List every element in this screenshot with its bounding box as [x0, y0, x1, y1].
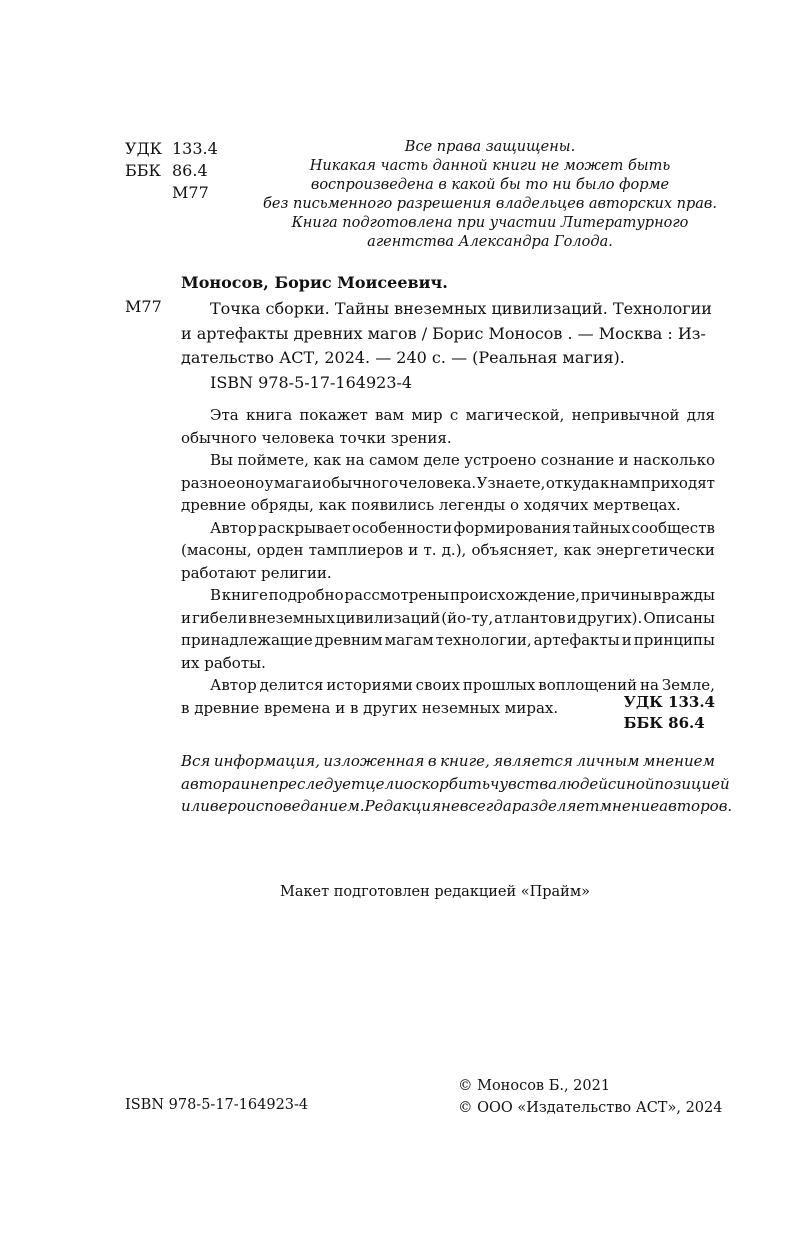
word: всегда: [459, 797, 512, 815]
word: с: [607, 774, 617, 793]
word: как: [563, 541, 592, 559]
word: тамплиеров: [308, 541, 404, 559]
word: (йо-ту,: [441, 608, 494, 627]
rights-line: Никакая часть данной книги не может быть: [309, 158, 671, 174]
word: откуда: [545, 473, 600, 492]
word: принципы: [633, 631, 715, 649]
word: поймете,: [237, 451, 309, 469]
word: цивилизаций: [335, 608, 441, 627]
word: В: [210, 586, 222, 604]
word: и: [618, 451, 629, 469]
word: Эта: [210, 406, 239, 424]
word: Вся: [181, 752, 211, 770]
word: вражды: [653, 586, 715, 604]
word: других).: [577, 608, 643, 627]
word: изложенная: [323, 752, 425, 770]
word: с: [449, 406, 459, 424]
word: мага: [273, 473, 312, 492]
classification-right: [624, 692, 715, 734]
word: (масоны,: [181, 541, 252, 559]
annotation-line: [181, 539, 715, 562]
annotation-line: [181, 517, 715, 540]
word: или: [181, 797, 210, 815]
word: обычного: [322, 473, 398, 492]
word: рассмотрены: [344, 586, 450, 604]
biblio-line: Точка сборки. Тайны внеземных цивилизаций. Технологии: [210, 299, 712, 318]
word: формирования: [453, 518, 572, 537]
annotation: [181, 404, 715, 719]
rights-line: воспроизведена в какой бы то ни было форме: [310, 177, 670, 193]
word: приходят: [640, 473, 715, 492]
word: историями: [326, 676, 413, 694]
annotation-line: [181, 472, 715, 495]
word: Автор: [210, 518, 257, 537]
disclaimer: [181, 750, 733, 818]
word: Редакция: [364, 797, 441, 815]
word: и: [566, 608, 577, 627]
author-mark: М77: [172, 183, 209, 202]
udk-value: 133.4: [172, 139, 218, 158]
annotation-line: обычного человека точки зрения.: [181, 428, 452, 447]
word: является: [493, 752, 573, 770]
word: магической,: [465, 406, 565, 424]
word: раскрывает: [258, 518, 351, 537]
annotation-line: древние обряды, как появились легенды о ходячих мертвецах.: [181, 496, 681, 514]
disclaimer-line: [181, 750, 715, 773]
word: мнением: [642, 752, 715, 770]
word: книга: [245, 406, 293, 424]
word: принадлежащие: [181, 631, 313, 649]
word: разное: [181, 473, 236, 492]
classification-codes: [125, 138, 218, 204]
word: чувства: [490, 774, 558, 793]
annotation-line: [181, 629, 715, 652]
udk-label: УДК: [125, 139, 162, 158]
word: Вы: [210, 451, 233, 469]
bbk-label: ББК: [125, 161, 161, 180]
word: прошлых: [462, 676, 536, 694]
word: разделяет: [511, 797, 600, 815]
word: т.: [423, 541, 437, 559]
rights-line: Книга подготовлена при участии Литературного: [291, 215, 689, 231]
word: атлантов: [494, 608, 566, 627]
bbk-code: ББК 86.4: [623, 714, 705, 732]
word: и: [311, 473, 322, 492]
word: книге,: [440, 752, 490, 770]
word: причины: [580, 586, 653, 604]
word: тайных: [572, 518, 631, 537]
word: иной: [616, 774, 655, 793]
word: устроено: [464, 451, 537, 469]
udk-row: [125, 138, 218, 160]
word: не: [250, 774, 269, 793]
rights-line: Все права защищены.: [404, 139, 576, 155]
word: не: [441, 797, 460, 815]
word: мнение: [599, 797, 660, 815]
copyright-author: © Моносов Б., 2021: [458, 1078, 611, 1094]
copyright-block: [458, 1075, 722, 1119]
bbk-row: [125, 160, 218, 182]
word: оскорбить: [403, 774, 490, 793]
word: магам: [384, 631, 434, 649]
word: орден: [256, 541, 304, 559]
word: особенности: [352, 518, 453, 537]
rights-notice: [262, 138, 718, 252]
word: сообществ: [631, 518, 715, 537]
word: в: [427, 752, 437, 770]
word: воплощений: [538, 676, 638, 694]
annotation-line: их работы.: [181, 653, 266, 672]
annotation-line: работают религии.: [181, 563, 332, 582]
word: сознание: [540, 451, 615, 469]
word: вам: [375, 406, 405, 424]
word: авторов.: [659, 797, 733, 815]
word: нам: [609, 473, 641, 492]
annotation-line: [181, 584, 715, 607]
word: артефакты: [533, 631, 620, 649]
word: насколько: [633, 451, 715, 469]
word: как: [313, 451, 342, 469]
author-heading: Моносов, Борис Моисеевич.: [181, 273, 448, 292]
annotation-line: [181, 449, 715, 472]
rights-line: без письменного разрешения владельцев авторских прав.: [263, 196, 717, 212]
word: людей: [557, 774, 608, 793]
word: на: [640, 676, 659, 694]
word: и: [240, 774, 251, 793]
word: Описаны: [643, 608, 715, 627]
word: человека.: [398, 473, 477, 492]
copyright-publisher: © ООО «Издательство АСТ», 2024: [458, 1100, 723, 1116]
word: своих: [415, 676, 460, 694]
word: у: [264, 473, 274, 492]
word: оно: [236, 473, 265, 492]
word: информация,: [213, 752, 320, 770]
word: энергетически: [596, 541, 715, 559]
word: д.),: [441, 541, 467, 559]
word: технологии,: [435, 631, 532, 649]
biblio-line: дательство АСТ, 2024. — 240 с. — (Реальная магия).: [181, 348, 625, 367]
word: преследует: [268, 774, 366, 793]
isbn-main: ISBN 978-5-17-164923-4: [210, 373, 413, 392]
word: вероисповеданием.: [209, 797, 365, 815]
word: книге: [221, 586, 268, 604]
isbn-bottom: ISBN 978-5-17-164923-4: [125, 1097, 309, 1113]
word: Узнаете,: [476, 473, 546, 492]
rights-line: агентства Александра Голода.: [367, 234, 613, 250]
author-mark-row: [125, 182, 218, 204]
annotation-line: [181, 404, 715, 427]
bibliographic-description: [181, 297, 715, 371]
word: делится: [259, 676, 324, 694]
word: объясняет,: [471, 541, 559, 559]
word: и: [621, 631, 632, 649]
word: подробно: [268, 586, 344, 604]
word: Земле,: [661, 676, 715, 694]
disclaimer-line: [181, 795, 733, 818]
word: непривычной: [571, 406, 680, 424]
annotation-line: [181, 607, 715, 630]
word: древним: [314, 631, 383, 649]
word: внеземных: [248, 608, 335, 627]
word: Автор: [210, 676, 257, 694]
word: и: [408, 541, 419, 559]
annotation-line: в древние времена и в других неземных мирах.: [181, 698, 559, 717]
biblio-author-mark: М77: [125, 297, 162, 316]
word: и: [181, 608, 191, 627]
word: для: [686, 406, 715, 424]
word: личным: [576, 752, 640, 770]
biblio-line: и артефакты древних магов / Борис Моносов . — Москва : Из-: [181, 323, 706, 343]
bbk-value: 86.4: [172, 161, 208, 180]
word: цели: [365, 774, 404, 793]
word: деле: [423, 451, 460, 469]
word: покажет: [299, 406, 368, 424]
word: на: [345, 451, 365, 469]
word: происхождение,: [449, 586, 581, 604]
udk-code: УДК 133.4: [623, 693, 715, 711]
word: мир: [411, 406, 443, 424]
word: позицией: [654, 774, 730, 793]
word: автора: [181, 774, 241, 793]
word: к: [600, 473, 610, 492]
word: гибели: [192, 608, 248, 627]
disclaimer-line: [181, 773, 730, 796]
layout-credit: Макет подготовлен редакцией «Прайм»: [280, 884, 590, 900]
word: самом: [369, 451, 419, 469]
